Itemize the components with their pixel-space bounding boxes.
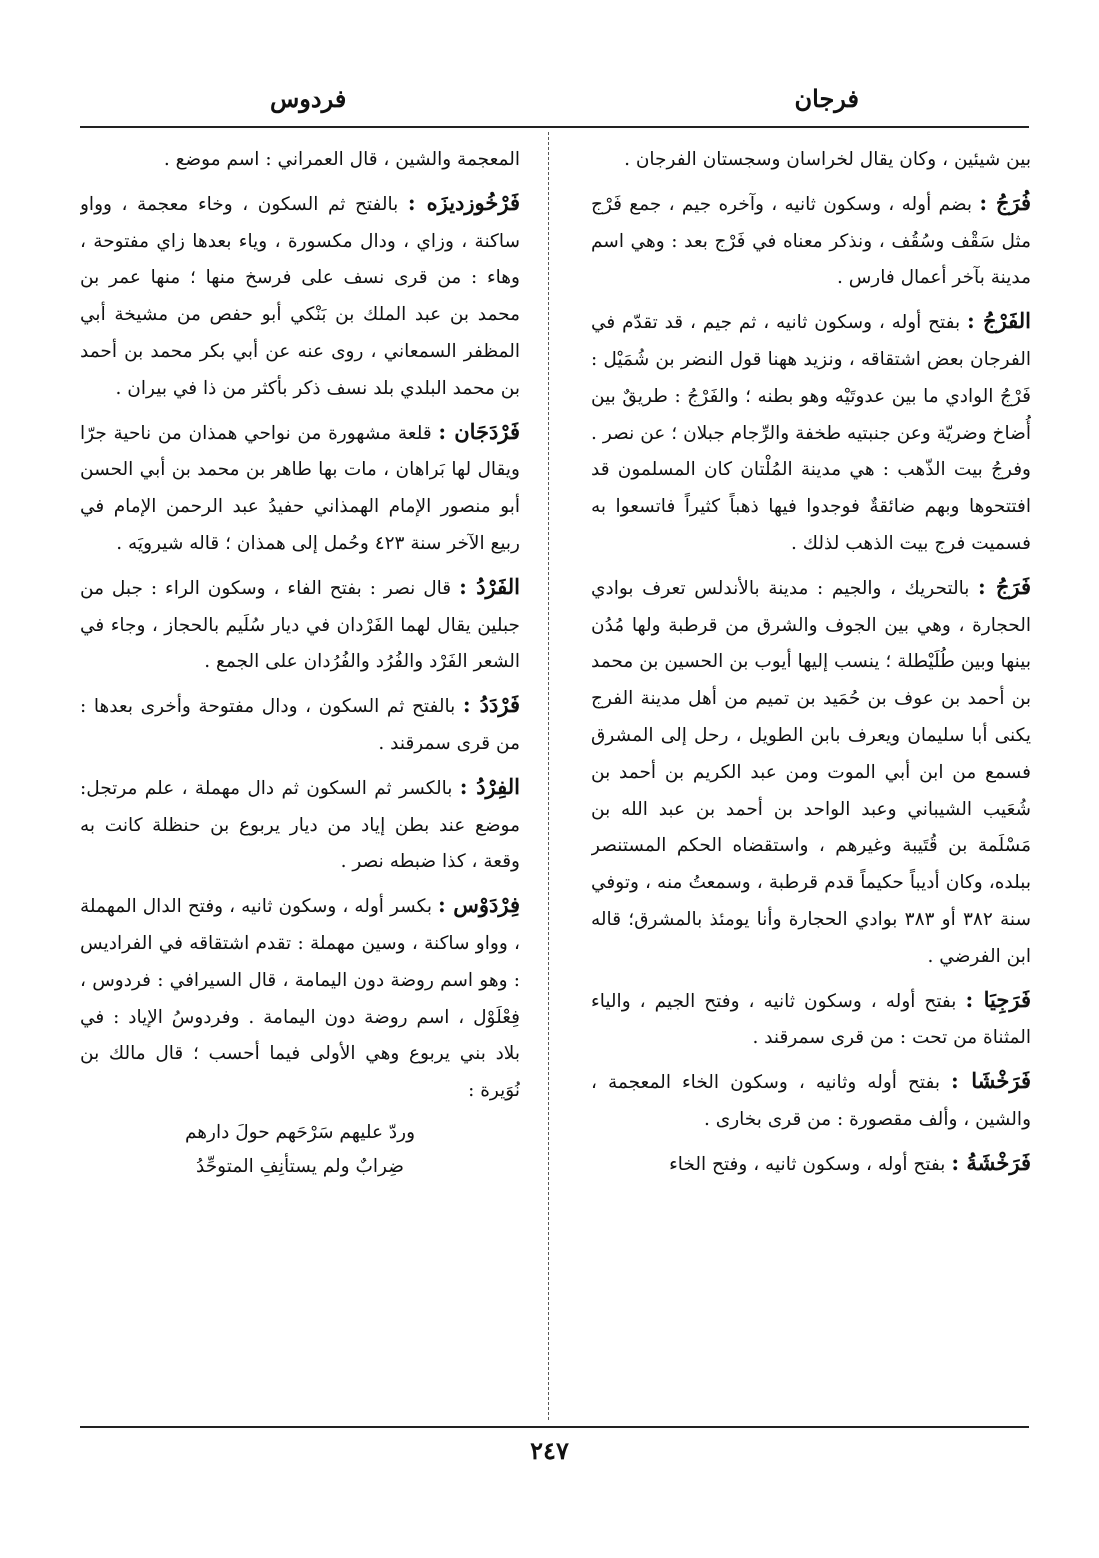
entry-headword: فَرَخْشَا : <box>951 1068 1031 1094</box>
continuation-text: بين شيئين ، وكان يقال لخراسان وسجستان الفرجان . <box>624 149 1031 170</box>
entry-headword: الفِرْدُ : <box>459 773 520 799</box>
column-divider <box>548 132 549 1420</box>
entry-headword: فَرَجُ : <box>978 573 1031 599</box>
entry-text: قلعة مشهورة من نواحي همذان من ناحية جرّا ويقال لها بَراهان ، مات بها طاهر بن محمد بن أبي الحسن أبو منصور الإمام الهمذاني حفيدُ عبد الرحمن الإمام في ربيع الآخر سنة ٤٢٣ وحُمل إلى همذان ؛ قاله شيرويَه . <box>80 422 520 554</box>
verse-line-2: ضِرابٌ ولم يستأنِفِ المتوحِّدُ <box>196 1155 404 1177</box>
running-head-right: فرجان <box>794 83 859 113</box>
entry-text: بالفتح ثم السكون ، ودال مفتوحة وأخرى بعدها : من قرى سمرقند . <box>80 696 520 754</box>
entry-text: بالتحريك ، والجيم : مدينة بالأندلس تعرف بوادي الحجارة ، وهي بين الجوف والشرق من قرطبة ولها مُدُن بينها وبين طُلَيْطلة ؛ ينسب إليها أيوب بن الحسين بن محمد بن أحمد بن عوف بن حُمَيد بن تميم من أهل مدينة الفرج يكنى أبا سليمان ويعرف بابن الطويل ، رحل إلى المشرق فسمع من ابن أبي الموت ومن عبد الكريم بن أحمد بن شُعَيب الشيباني وعبد الواحد بن أحمد بن عبد الله بن مَسْلَمة بن قُتَيبة وغيرهم ، واستقضاه الحكم المستنصر ببلده، وكان أديباً حكيماً قدم قرطبة ، وسمعتُ منه ، وتوفي سنة ٣٨٢ أو ٣٨٣ بوادي الحجارة وأنا يومئذ بالمشرق؛ قاله ابن الفرضي . <box>591 577 1031 967</box>
entry-headword: فَرْخُوزديزَه : <box>407 189 520 215</box>
entry-al-fard <box>80 569 520 681</box>
poetry-verse <box>80 1116 520 1184</box>
entry-headword: فُرَجُ : <box>979 189 1031 215</box>
entry-farakhsha <box>591 1063 1031 1139</box>
entry-al-fird <box>80 769 520 881</box>
footer-rule <box>80 1426 1029 1428</box>
entry-headword: فَرْدَدُ : <box>462 692 520 718</box>
entry-text: قال نصر : بفتح الفاء ، وسكون الراء : جبل من جبلين يقال لهما الفَرْدان في ديار سُلَيم بالحجاز ، وجاء في الشعر الفَرْد والفُرُد والفُرُدان على الجمع . <box>80 577 520 673</box>
entry-text: بفتح أوله ، وسكون ثانيه ، ثم جيم ، قد تقدّم في الفرجان بعض اشتقاقه ، ونزيد ههنا قول النضر بن شُمَيْل : فَرْجُ الوادي ما بين عدوتَيْه وهو بطنه ؛ والفَرْجُ : طريقٌ بين أُضاخ وضريّة وعن جنبتيه طخفة والرِّجام جبلان ؛ عن نصر . وفرجُ بيت الذّهب : هي مدينة المُلْتان كان المسلمون قد افتتحوها وبهم ضائقةٌ فوجدوا فيها ذهباً كثيراً فاتسعوا به فسميت فرج بيت الذهب لذلك . <box>591 312 1031 554</box>
entry-fardad <box>80 687 520 763</box>
entry-headword: الفَرْدُ : <box>459 573 520 599</box>
entry-text: بضم أوله ، وسكون ثانيه ، وآخره جيم ، جمع فَرْج مثل سَقْف وسُقُف ، ونذكر معناه في فَرْج بعد : وهي اسم مدينة بآخر أعمال فارس . <box>591 193 1031 289</box>
entry-furaj <box>591 185 1031 297</box>
entry-al-farj <box>591 303 1031 563</box>
page-number: ٢٤٧ <box>530 1436 569 1465</box>
verse-line-1: وردّ عليهم سَرْحَهم حولَ دارهم <box>184 1121 415 1143</box>
entry-text: بكسر أوله ، وسكون ثانيه ، وفتح الدال المهملة ، وواو ساكنة ، وسين مهملة : تقدم اشتقاقه في الفراديس : وهو اسم روضة دون اليمامة ، قال السيرافي : فردوس ، فِعْلَوْل ، اسم روضة دون اليمامة . وفردوسُ الإياد : في بلاد بني يربوع وهي الأولى فيما أحسب ؛ قال مالك بن نُوَيرة : <box>80 896 520 1102</box>
running-head <box>80 78 1019 118</box>
running-head-left: فردوس <box>270 83 347 113</box>
left-column <box>80 142 520 1420</box>
entry-farkhuzdiza <box>80 185 520 408</box>
entry-text: بفتح أوله ، وسكون ثانيه ، وفتح الخاء <box>669 1153 946 1175</box>
entry-fardajan <box>80 414 520 563</box>
right-column <box>591 142 1031 1420</box>
continuation-text: المعجمة والشين ، قال العمراني : اسم موضع . <box>163 149 520 170</box>
entry-faraj <box>591 569 1031 976</box>
entry-firdaws <box>80 887 520 1110</box>
entry-text: بالكسر ثم السكون ثم دال مهملة ، علم مرتجل: موضع عند بطن إياد من ديار يربوع بن حنظلة كانت به وقعة ، كذا ضبطه نصر . <box>80 777 520 873</box>
entry-headword: فَرَخْشَةُ : <box>951 1149 1031 1175</box>
header-rule <box>80 126 1029 128</box>
entry-headword: فِرْدَوْس : <box>438 892 520 918</box>
entry-headword: الفَرْجُ : <box>966 308 1031 334</box>
entry-farajiya <box>591 982 1031 1058</box>
entry-text: بفتح أوله ، وسكون ثانيه ، وفتح الجيم ، والياء المثناة من تحت : من قرى سمرقند . <box>591 990 1031 1049</box>
entry-farakhsha-2 <box>591 1145 1031 1184</box>
entry-headword: فَرْدَجَان : <box>438 418 520 444</box>
entry-text: بالفتح ثم السكون ، وخاء معجمة ، وواو ساكنة ، وزاي ، ودال مكسورة ، وياء بعدها زاي مفتوحة ، وهاء : من قرى نسف على فرسخ منها ؛ منها عمر بن محمد بن عبد الملك بن بَنْكي أبو حفص من مشيخة أبي المظفر السمعاني ، روى عنه عن أبي بكر محمد بن أحمد بن محمد البلدي بلد نسف ذكر بأكثر من ذا في بيران . <box>80 193 520 399</box>
entry-headword: فَرَجِيَا : <box>965 986 1031 1012</box>
entry-text: بفتح أوله وثانيه ، وسكون الخاء المعجمة ، والشين ، وألف مقصورة : من قرى بخارى . <box>591 1072 1031 1130</box>
